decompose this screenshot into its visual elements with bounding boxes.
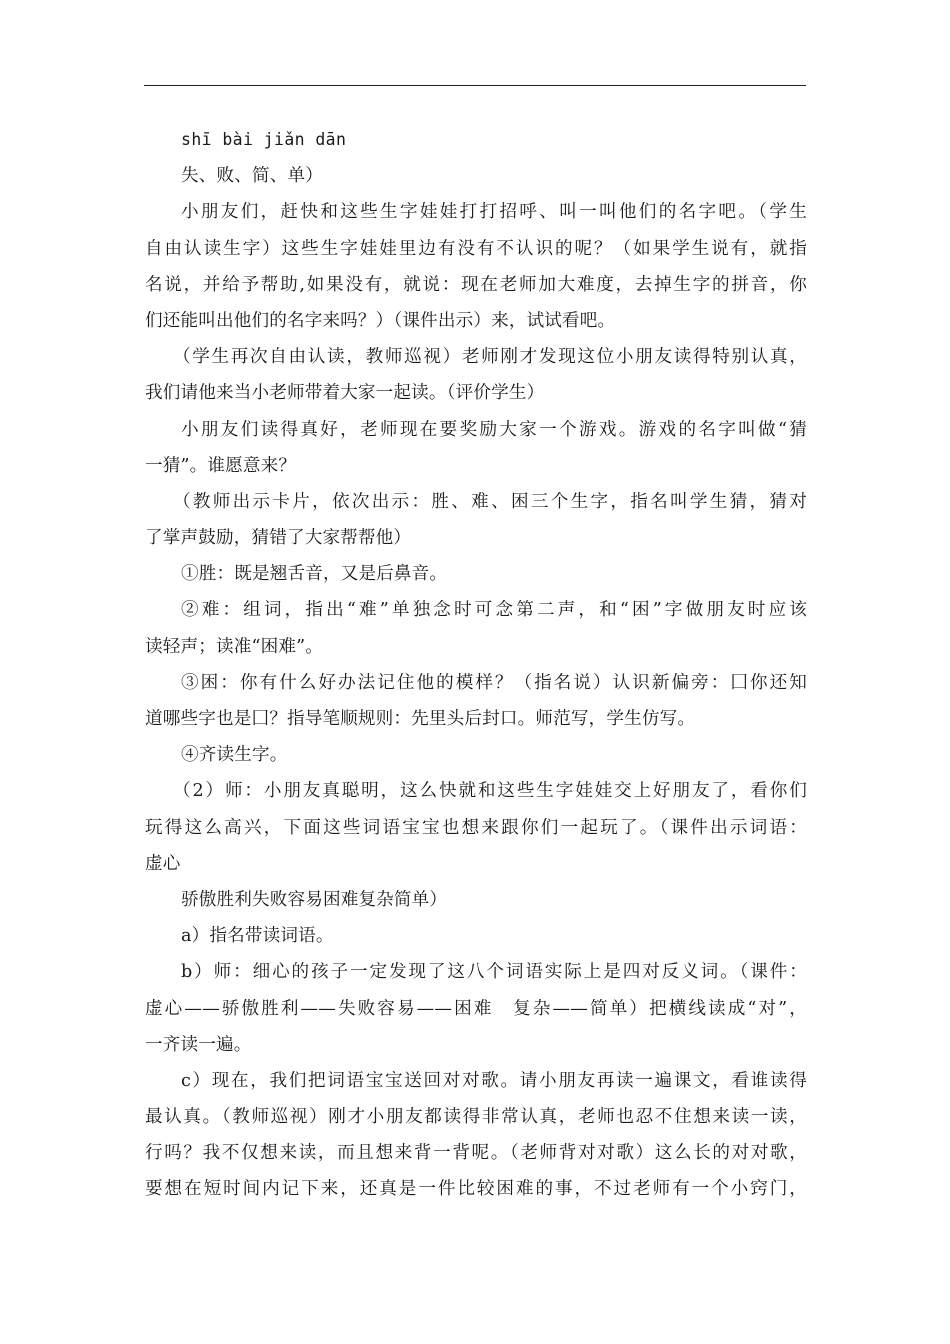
text-line: 小朋友们，赶快和这些生字娃娃打打招呼、叫一叫他们的名字吧。（学生 <box>181 202 807 223</box>
pinyin-line: shī bài jiǎn dān <box>181 130 347 149</box>
text-line: 名说，并给予帮助,如果没有，就说：现在老师加大难度，去掉生字的拼音，你 <box>145 274 807 295</box>
list-item: b）师：细心的孩子一定发现了这八个词语实际上是四对反义词。（课件： <box>181 962 807 983</box>
text-line: （学生再次自由认读，教师巡视）老师刚才发现这位小朋友读得特别认真， <box>173 347 807 368</box>
list-item: c）现在，我们把词语宝宝送回对对歌。请小朋友再读一遍课文，看谁读得 <box>181 1070 807 1091</box>
text-line: （教师出示卡片，依次出示：胜、难、困三个生字，指名叫学生猜，猜对 <box>173 491 807 512</box>
text-line: 读轻声；读准“困难”。 <box>145 636 323 657</box>
text-line: 要想在短时间内记下来，还真是一件比较困难的事，不过老师有一个小窍门， <box>145 1179 807 1200</box>
list-item: ④齐读生字。 <box>181 745 288 766</box>
text-line: 一猜”。谁愿意来？ <box>145 455 297 476</box>
text-line: 行吗？我不仅想来读，而且想来背一背呢。（老师背对对歌）这么长的对对歌， <box>145 1143 807 1164</box>
document-body <box>145 122 807 1208</box>
text-line: 骄傲胜利失败容易困难复杂简单） <box>181 889 448 910</box>
text-line: 失、败、简、单） <box>181 166 323 187</box>
list-item: a）指名带读词语。 <box>181 926 334 947</box>
list-item: ①胜：既是翘舌音，又是后鼻音。 <box>181 564 448 585</box>
text-line: 虚心——骄傲胜利——失败容易——困难 复杂——简单）把横线读成“对”， <box>145 998 807 1019</box>
list-item: ②难：组词，指出“难”单独念时可念第二声，和“困”字做朋友时应该 <box>181 600 807 621</box>
text-line: 小朋友们读得真好，老师现在要奖励大家一个游戏。游戏的名字叫做“猜 <box>181 419 807 440</box>
text-line: 我们请他来当小老师带着大家一起读。（评价学生） <box>145 383 545 404</box>
text-line: 道哪些字也是囗？指导笔顺规则：先里头后封口。师范写，学生仿写。 <box>145 709 696 729</box>
text-line: 玩得这么高兴，下面这些词语宝宝也想来跟你们一起玩了。（课件出示词语： <box>145 817 807 838</box>
header-rule <box>144 85 806 86</box>
text-line: 虚心 <box>145 853 181 874</box>
text-line: （2）师：小朋友真聪明，这么快就和这些生字娃娃交上好朋友了，看你们 <box>173 781 807 802</box>
text-line: 一齐读一遍。 <box>145 1034 252 1055</box>
text-line: 们还能叫出他们的名字来吗？）（课件出示）来，试试看吧。 <box>145 310 616 331</box>
text-line: 了掌声鼓励，猜错了大家帮帮他） <box>145 528 412 549</box>
text-line: 自由认读生字）这些生字娃娃里边有没有不认识的呢？（如果学生说有，就指 <box>145 238 807 259</box>
text-line: 最认真。（教师巡视）刚才小朋友都读得非常认真，老师也忍不住想来读一读， <box>145 1107 807 1128</box>
list-item: ③困：你有什么好办法记住他的模样？（指名说）认识新偏旁：囗你还知 <box>181 672 807 693</box>
